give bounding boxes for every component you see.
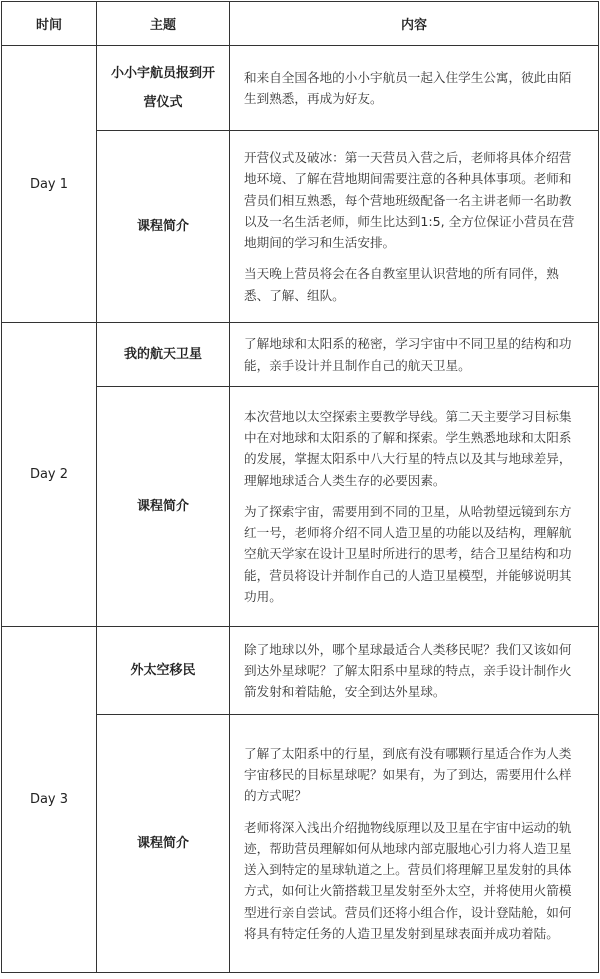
- content-paragraph: 开营仪式及破冰：第一天营员入营之后，老师将具体介绍营地环境、了解在营地期间需要注意的各种具体事项。老师和营员们相互熟悉，每个营地班级配备一名主讲老师一名助教以及一名生活老师，师生比达到1:5, 全方位保证小营员在营地期间的学习和生活安排。: [244, 149, 575, 251]
- content-paragraph: 当天晚上营员将会在各自教室里认识营地的所有同伴，熟悉、了解、组队。: [244, 266, 559, 303]
- content-paragraph: 除了地球以外，哪个星球最适合人类移民呢？我们又该如何到达外星球呢？了解太阳系中星球的特点，亲手设计制作火箭发射和着陆舱，安全到达外星球。: [244, 641, 572, 700]
- content-cell: [230, 387, 599, 627]
- day-cell: Day 3: [2, 627, 97, 973]
- content-paragraph: 老师将深入浅出介绍抛物线原理以及卫星在宇宙中运动的轨迹，帮助营员理解如何从地球内部克服地心引力将人造卫星送入到特定的星球轨道之上。营员们将理解卫星发射的具体方式，如何让火箭搭载卫星发射至外太空，并将使用火箭模型进行亲自尝试。营员们还将小组合作，设计登陆舱，如何将具有特定任务的人造卫星发射到星球表面并成功着陆。: [244, 819, 572, 942]
- content-cell: [230, 715, 599, 973]
- header-time: 时间: [2, 2, 97, 46]
- content-paragraph: 了解了太阳系中的行星，到底有没有哪颗行星适合作为人类宇宙移民的目标星球呢？如果有，为了到达，需要用什么样的方式呢？: [244, 745, 572, 804]
- schedule-table: [1, 1, 599, 973]
- content-cell: [230, 627, 599, 715]
- table-row: [2, 627, 599, 715]
- header-topic: 主题: [97, 2, 230, 46]
- content-paragraph: 和来自全国各地的小小宇航员一起入住学生公寓，彼此由陌生到熟悉，再成为好友。: [244, 69, 572, 106]
- content-cell: [230, 131, 599, 323]
- topic-cell: 小小宇航员报到开营仪式: [97, 46, 230, 131]
- topic-cell: 课程简介: [97, 715, 230, 973]
- topic-cell: 课程简介: [97, 387, 230, 627]
- content-paragraph: 本次营地以太空探索主要教学导线。第二天主要学习目标集中在对地球和太阳系的了解和探索。学生熟悉地球和太阳系的发展，掌握太阳系中八大行星的特点以及其与地球差异，理解地球适合人类生存的必要因素。: [244, 408, 572, 488]
- header-row: [2, 2, 599, 46]
- topic-cell: 我的航天卫星: [97, 323, 230, 387]
- content-paragraph: 了解地球和太阳系的秘密，学习宇宙中不同卫星的结构和功能，亲手设计并且制作自己的航天卫星。: [244, 336, 572, 373]
- table-row: [2, 323, 599, 387]
- day-cell: Day 1: [2, 46, 97, 323]
- day-cell: Day 2: [2, 323, 97, 627]
- topic-cell: 外太空移民: [97, 627, 230, 715]
- content-cell: [230, 323, 599, 387]
- content-cell: [230, 46, 599, 131]
- table-row: [2, 46, 599, 131]
- content-paragraph: 为了探索宇宙，需要用到不同的卫星，从哈勃望远镜到东方红一号，老师将介绍不同人造卫星的功能以及结构，理解航空航天学家在设计卫星时所进行的思考，结合卫星结构和功能，营员将设计并制作自己的人造卫星模型，并能够说明其功用。: [244, 503, 572, 605]
- header-content: 内容: [230, 2, 599, 46]
- topic-cell: 课程简介: [97, 131, 230, 323]
